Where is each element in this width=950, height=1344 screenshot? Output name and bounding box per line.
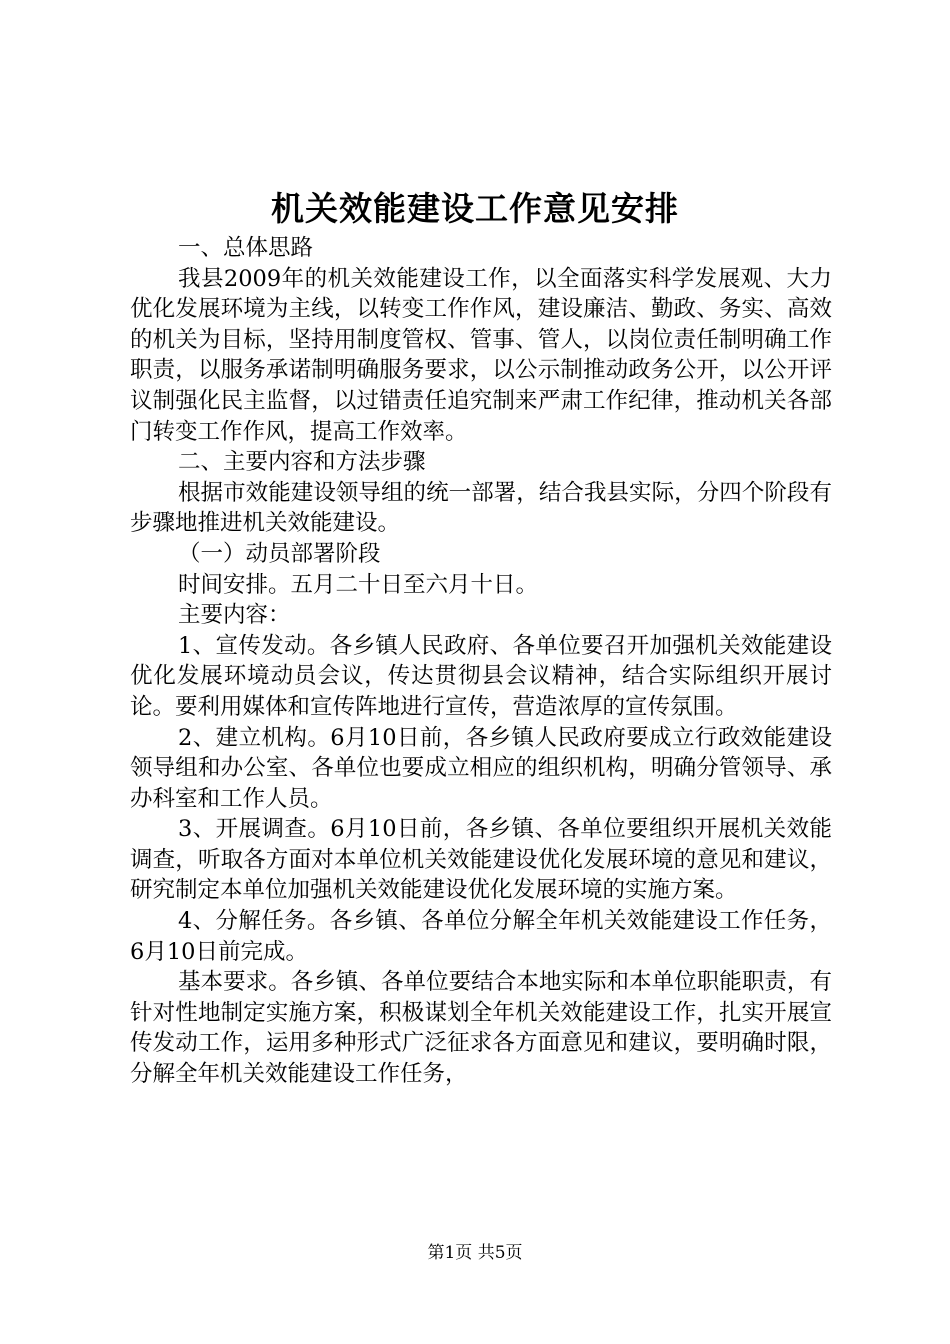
section-heading-1: 一、总体思路 xyxy=(178,235,314,261)
document-title: 机关效能建设工作意见安排 xyxy=(271,189,679,228)
paragraph-overview: 我县2009年的机关效能建设工作，以全面落实科学发展观、大力优化发展环境为主线，以转变工作作风，建设廉洁、勤政、务实、高效的机关为目标，坚持用制度管权、管事、管人，以岗位责任制明确工作职责，以服务承诺制明确服务要求，以公示制推动政务公开，以公开评议制强化民主监督，以过错责任追究制来严肃工作纪律，推动机关各部门转变工作作风，提高工作效率。 xyxy=(130,265,832,445)
paragraph-schedule: 时间安排。五月二十日至六月十日。 xyxy=(178,571,539,598)
document-body xyxy=(130,233,832,1090)
paragraph-main-content-label: 主要内容： xyxy=(178,602,291,629)
paragraph-basic-requirements: 基本要求。各乡镇、各单位要结合本地实际和本单位职能职责，有针对性地制定实施方案，积极谋划全年机关效能建设工作，扎实开展宣传发动工作，运用多种形式广泛征求各方面意见和建议，要明确时限，分解全年机关效能建设工作任务， xyxy=(130,969,832,1088)
list-item-3: 3、开展调查。6月10日前，各乡镇、各单位要组织开展机关效能调查，听取各方面对本单位机关效能建设优化发展环境的意见和建议，研究制定本单位加强机关效能建设优化发展环境的实施方案。 xyxy=(130,816,832,904)
section-heading-2: 二、主要内容和方法步骤 xyxy=(178,449,426,476)
list-item-1: 1、宣传发动。各乡镇人民政府、各单位要召开加强机关效能建设优化发展环境动员会议，传达贯彻县会议精神，结合实际组织开展讨论。要利用媒体和宣传阵地进行宣传，营造浓厚的宣传氛围。 xyxy=(130,632,832,720)
page-footer: 第1页 共5页 xyxy=(427,1243,523,1263)
list-item-4: 4、分解任务。各乡镇、各单位分解全年机关效能建设工作任务，6月10日前完成。 xyxy=(130,908,832,965)
paragraph-intro: 根据市效能建设领导组的统一部署，结合我县实际，分四个阶段有步骤地推进机关效能建设。 xyxy=(130,479,832,537)
subsection-heading: （一）动员部署阶段 xyxy=(178,540,381,567)
list-item-2: 2、建立机构。6月10日前，各乡镇人民政府要成立行政效能建设领导组和办公室、各单位也要成立相应的组织机构，明确分管领导、承办科室和工作人员。 xyxy=(130,724,832,812)
